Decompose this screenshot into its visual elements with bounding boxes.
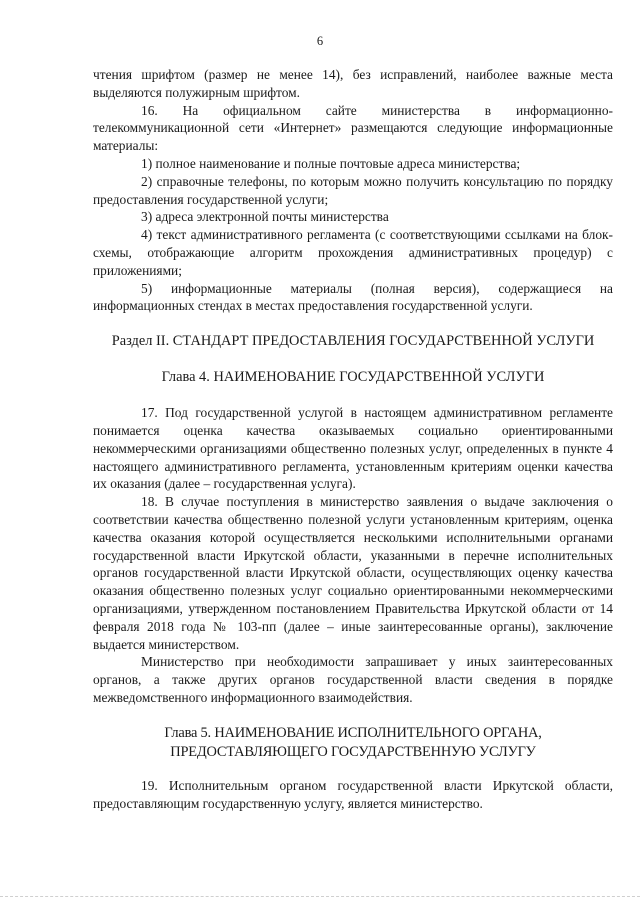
page-number: 6 bbox=[316, 34, 324, 48]
scan-edge-line bbox=[0, 896, 640, 897]
paragraph: 19. Исполнительным органом государственной власти Иркутской области, предоставляющим государственную услугу, является министерство. bbox=[93, 777, 613, 811]
paragraph: Министерство при необходимости запрашивает у иных заинтересованных органов, а также других органов государственной власти сведения в порядке межведомственного информационного взаимодействия. bbox=[93, 654, 613, 705]
chapter-heading: Глава 4. НАИМЕНОВАНИЕ ГОСУДАРСТВЕННОЙ УСЛУГИ bbox=[161, 369, 545, 386]
list-item: 4) текст административного регламента (с соответствующими ссылками на блок-схемы, отображающие алгоритм прохождения административных процедур) с приложениями; bbox=[93, 227, 613, 278]
paragraph: чтения шрифтом (размер не менее 14), без исправлений, наиболее важные места выделяются полужирным шрифтом. bbox=[93, 67, 613, 100]
paragraph: 18. В случае поступления в министерство заявления о выдаче заключения о соответствии качества общественно полезной услуги установленным критериям, оценка качества оказания которой осуществляется несколькими исполнительными органами государственной власти Иркутской области, указанными в перечне исполнительных органов государственной власти Иркутской области, осуществляющих оценку качества оказания общественно полезных услуг социально ориентированными некоммерческими организациями, утвержденном постановлением Правительства Иркутской области от 14 февраля 2018 года № 103-пп (далее – иные заинтересованные органы), заключение выдается министерством. bbox=[93, 494, 613, 652]
chapter-heading: ПРЕДОСТАВЛЯЮЩЕГО ГОСУДАРСТВЕННУЮ УСЛУГУ bbox=[170, 743, 536, 760]
list-item: 5) информационные материалы (полная версия), содержащиеся на информационных стендах в местах предоставления государственной услуги. bbox=[93, 280, 613, 314]
section-heading: Раздел II. СТАНДАРТ ПРЕДОСТАВЛЕНИЯ ГОСУДАРСТВЕННОЙ УСЛУГИ bbox=[111, 333, 595, 350]
list-item: 1) полное наименование и полные почтовые адреса министерства; bbox=[141, 155, 521, 171]
chapter-heading: Глава 5. НАИМЕНОВАНИЕ ИСПОЛНИТЕЛЬНОГО ОРГАНА, bbox=[164, 724, 542, 741]
paragraph: 16. На официальном сайте министерства в информационно-телекоммуникационной сети «Интернет» размещаются следующие информационные материалы: bbox=[93, 102, 613, 154]
paragraph: 17. Под государственной услугой в настоящем административном регламенте понимается оценка качества оказываемых социально ориентированными некоммерческими организациями общественно полезных услуг, определенных в пункте 4 настоящего административного регламента, установленным критериям оценки качества их оказания (далее – государственная услуга). bbox=[93, 405, 613, 492]
document-body bbox=[93, 66, 613, 812]
list-item: 2) справочные телефоны, по которым можно получить консультацию по порядку предоставления государственной услуги; bbox=[93, 173, 613, 207]
list-item: 3) адреса электронной почты министерства bbox=[141, 209, 389, 225]
